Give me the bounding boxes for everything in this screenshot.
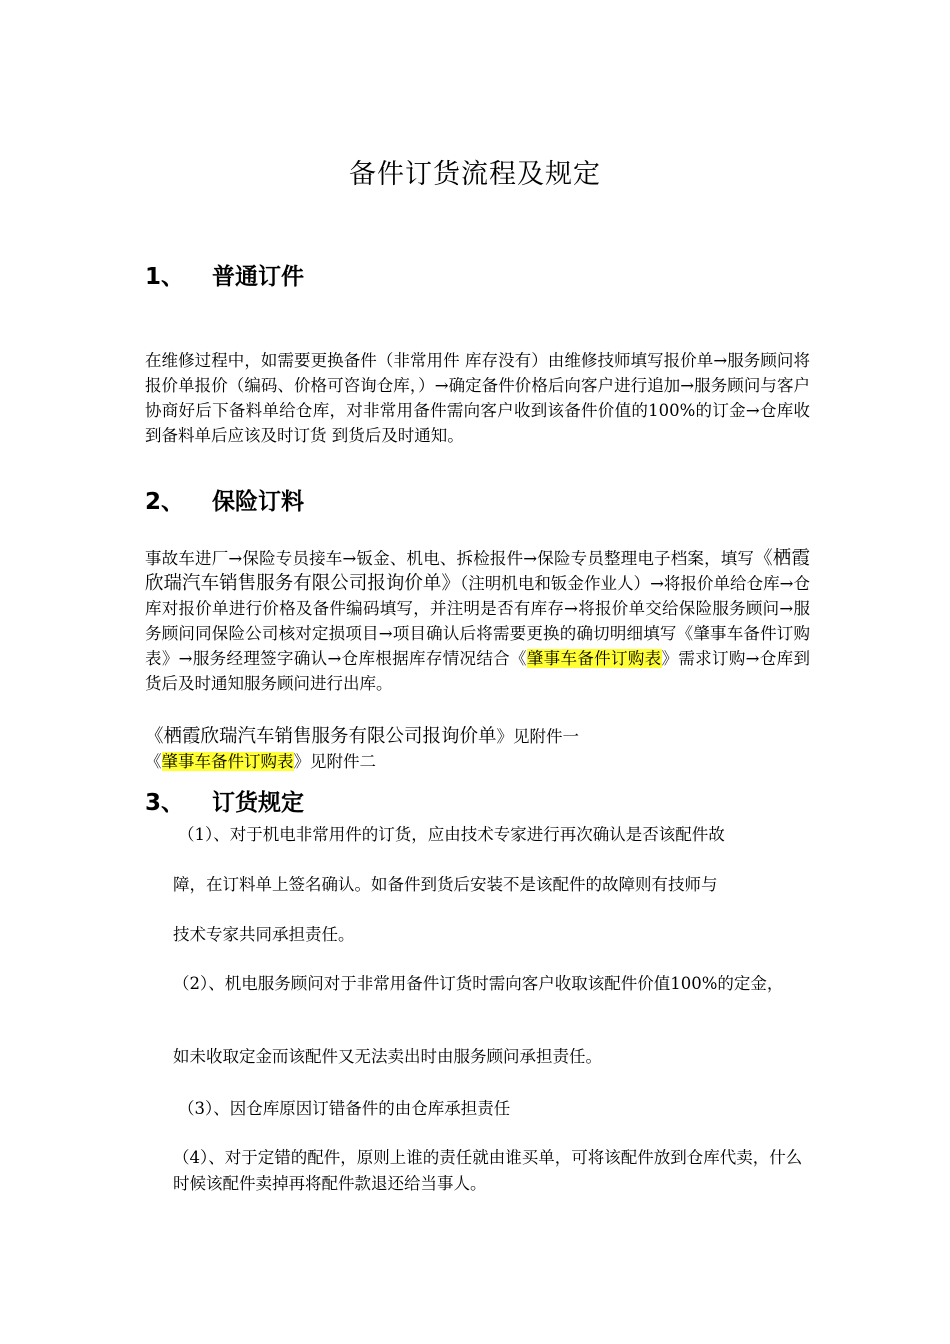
section-2-body <box>145 546 810 696</box>
attachment-2-line <box>145 748 376 772</box>
attachment-2-ref: 》见附件二 <box>293 752 376 771</box>
section-3-heading <box>145 784 304 817</box>
section-1-number: 1、 <box>145 264 185 290</box>
rule-2-line-2: 如未收取定金而该配件又无法卖出时由服务顾问承担责任。 <box>173 1047 602 1066</box>
rule-1-line-1: （1）、对于机电非常用件的订货，应由技术专家进行再次确认是否该配件故 <box>178 825 725 844</box>
highlighted-form-name: 肇事车备件订购表 <box>526 649 662 668</box>
section-1-body: 在维修过程中，如需要更换备件（非常用件 库存没有）由维修技师填写报价单→服务顾问将报价单报价（编码、价格可咨询仓库，）→确定备件价格后向客户进行追加→服务顾问与客户协商好后下备料单给仓库，对非常用备件需向客户收到该备件价值的100%的订金→仓库收到备料单后应该及时订货 到货后及时通知。 <box>145 351 810 445</box>
section-2-body-part-c: （注明机电和钣金作业人）→将报价单给仓库→仓库对报价单进行价格及备件编码填写，并注明是否有库存→将报价单交给保险服务顾问→服务顾问同保险公司核对定损项目→项目确认后将需要更换的确切明细填写《肇事车备件订购表》→服务经理签字确认→仓库根据库存情况结合《 <box>145 574 810 668</box>
section-2-body-part-e: 》需求订购→仓库到货后及时通知服务顾问进行出库。 <box>145 649 810 693</box>
section-2-number: 2、 <box>145 489 185 515</box>
page-title: 备件订货流程及规定 <box>349 159 601 190</box>
attachment-1-form: 《栖霞欣瑞汽车销售服务有限公司报询价单 <box>145 726 497 747</box>
rule-1-line-3: 技术专家共同承担责任。 <box>173 925 355 944</box>
section-3-number: 3、 <box>145 790 185 816</box>
rule-1-line-2: 障，在订料单上签名确认。如备件到货后安装不是该配件的故障则有技师与 <box>173 875 718 894</box>
section-2-title: 保险订料 <box>212 489 304 515</box>
section-2-body-part-a: 事故车进厂→保险专员接车→钣金、机电、拆检报件→保险专员整理电子档案，填写 <box>145 549 755 568</box>
section-1-title: 普通订件 <box>212 264 304 290</box>
rule-2-line-1: （2）、机电服务顾问对于非常用备件订货时需向客户收取该配件价值100%的定金， <box>173 974 784 993</box>
section-1-heading <box>145 258 304 291</box>
attachment-2-form: 肇事车备件订购表 <box>161 752 294 771</box>
section-3-title: 订货规定 <box>212 790 304 816</box>
attachment-2-open: 《 <box>145 752 162 771</box>
rule-3: （3）、因仓库原因订错备件的由仓库承担责任 <box>178 1099 511 1118</box>
attachment-1-ref: 》见附件一 <box>496 727 580 746</box>
quote-form-name: 《栖霞欣瑞汽车销售服务有限公司报询价单》 <box>145 548 810 594</box>
section-2-heading <box>145 483 304 516</box>
rule-4: （4）、对于定错的配件，原则上谁的责任就由谁买单，可将该配件放到仓库代卖，什么时候该配件卖掉再将配件款退还给当事人。 <box>173 1148 803 1193</box>
attachment-1-line <box>145 722 579 748</box>
